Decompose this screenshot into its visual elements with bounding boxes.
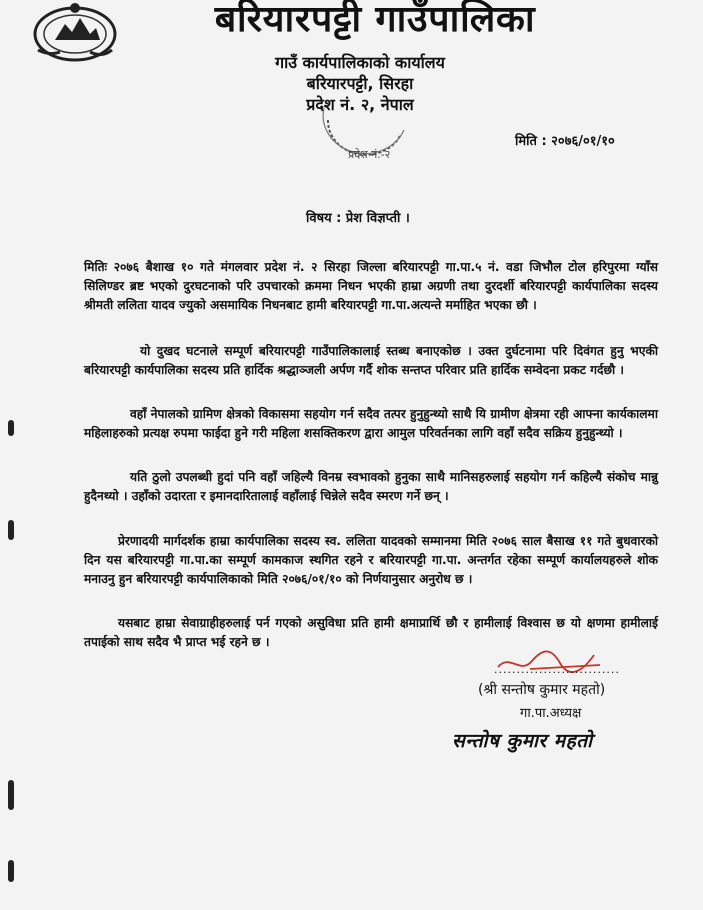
paragraph-2: यो दुखद घटनाले सम्पूर्ण बरियारपट्टी गाउँपालिकालाई स्तब्ध बनाएकोछ । उक्त दुर्घटनामा परि दिवंगत हुनु भएकी बरियारपट्टी कार्यपालिका सदस्य प्रति हार्दिक श्रद्धाञ्जली अर्पण गर्दै शोक सन्तप्त परिवार प्रति हार्दिक सम्वेदना प्रकट गर्दछौ । <box>84 344 658 377</box>
scan-edge-mark <box>8 520 14 540</box>
paragraph-4: यति ठुलो उपलब्धी हुदां पनि वहाँ जहिल्यै विनम्र स्वभावको हुनुका साथै मानिसहरुलाई सहयोग गर्न कहिल्यै संकोच मान्नु हुदैनथ्यो । उहाँको उदारता र इमानदारितालाई वहाँलाई चिन्नेले सदैव स्मरण गर्ने छन् । <box>84 470 658 503</box>
letter-date: मिति : २०७६/०१/१० <box>515 134 615 149</box>
signer-name: (श्री सन्तोष कुमार महतो) <box>478 682 606 698</box>
letter-subject: विषय : प्रेश विज्ञप्ती । <box>306 211 410 226</box>
signature-line: ............................ <box>494 663 620 676</box>
signer-title: गा.पा.अध्यक्ष <box>520 706 582 721</box>
office-line-2: बरियारपट्टी, सिरहा <box>306 74 414 93</box>
stamp-text: प्रदेश नं.-२ <box>348 148 391 161</box>
paragraph-6: यसबाट हाम्रा सेवाग्राहीहरुलाई पर्न गएको असुविधा प्रति हामी क्षमाप्रार्थि छौ र हामीलाई विश्वास छ यो क्षणमा हामीलाई तपाईको साथ सदैव भै प्राप्त भई रहने छ । <box>84 616 658 649</box>
paragraph-1: मितिः २०७६ बैशाख १० गते मंगलवार प्रदेश नं. २ सिरहा जिल्ला बरियारपट्टी गा.पा.५ नं. वडा जिभौल टोल हरिपुरमा ग्याँस सिलिण्डर ब्रष्ट भएको दुरघटनाको परि उपचारको क्रममा निधन भएकी हाम्रा अग्रणी तथा दुरदर्शी बरियारपट्टी कार्यपालिका सदस्य श्रीमती ललिता यादव ज्युको असमायिक निधनबाट हामी बरियारपट्टी गा.पा.अत्यन्ते मर्माहित भएका छौ । <box>84 260 658 312</box>
scan-edge-mark <box>8 780 14 810</box>
scan-edge-mark <box>8 860 14 882</box>
org-name: बरियारपट्टी गाउँपालिका <box>214 0 536 40</box>
paragraph-3: वहाँ नेपालको ग्रामिण क्षेत्रको विकासमा सहयोग गर्न सदैव तत्पर हुनुहुन्थ्यो साथै यि ग्रामीण क्षेत्रमा रही आफ्ना कार्यकालमा महिलाहरुको प्रत्यक्ष रुपमा फाईदा हुने गरी महिला शसक्तिकरण द्वारा आमुल परिवर्तनका लागि वहाँ सदैव सक्रिय हुनुहुन्थ्यो । <box>84 407 658 440</box>
name-stamp: सन्तोष कुमार महतो <box>452 730 593 752</box>
nepal-emblem-icon <box>30 0 120 62</box>
office-line-3: प्रदेश नं. २, नेपाल <box>306 95 414 114</box>
office-stamp <box>318 90 410 170</box>
paragraph-5: प्रेरणादयी मार्गदर्शक हाम्रा कार्यपालिका सदस्य स्व. ललिता यादवको सम्मानमा मिति २०७६ साल बैसाख ११ गते बुधवारको दिन यस बरियारपट्टी गा.पा.का सम्पूर्ण कामकाज स्थगित रहने र बरियारपट्टी गा.पा. अन्तर्गत रहेका सम्पूर्ण कार्यालयहरुले शोक मनाउनु हुन बरियारपट्टी कार्यपालिकाको मिति २०७६/०१/१० को निर्णयानुसार अनुरोध छ । <box>84 534 658 586</box>
office-line-1: गाउँ कार्यपालिकाको कार्यालय <box>275 53 445 72</box>
scan-edge-mark <box>8 420 14 436</box>
